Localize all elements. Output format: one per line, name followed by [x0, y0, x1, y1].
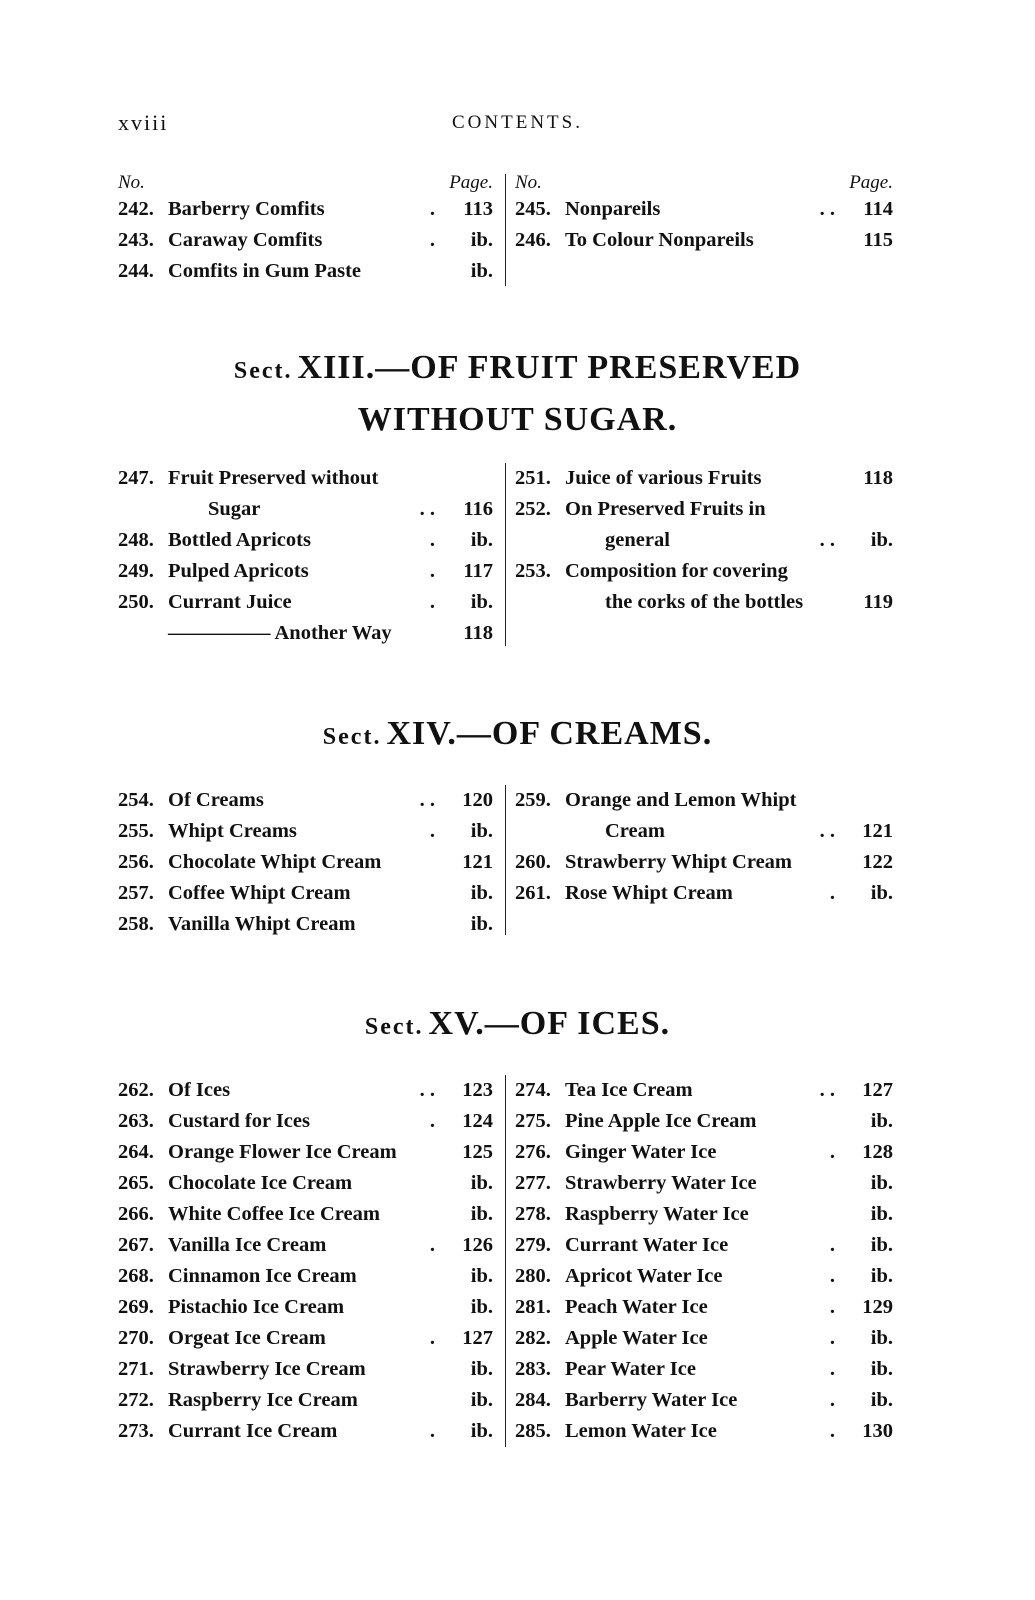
entry-number: 251. — [515, 467, 551, 489]
toc-entry — [515, 1292, 893, 1323]
entry-title: White Coffee Ice Cream — [168, 1203, 380, 1225]
toc-entry — [118, 1137, 493, 1168]
toc-entry — [118, 525, 493, 556]
toc-entry — [515, 1323, 893, 1354]
toc-entry — [118, 556, 493, 587]
toc-column-left — [118, 463, 493, 649]
entry-title: Orange and Lemon Whipt — [565, 789, 797, 811]
page-number: 123 — [462, 1079, 493, 1101]
section-heading-xiii — [0, 345, 1035, 443]
entry-number: 280. — [515, 1265, 551, 1287]
entry-title: Strawberry Whipt Cream — [565, 851, 792, 873]
entry-number: 266. — [118, 1203, 154, 1225]
leader-dots: . . — [819, 820, 835, 842]
entry-number: 244. — [118, 260, 154, 282]
page-number: ib. — [470, 529, 493, 551]
entry-title: Strawberry Ice Cream — [168, 1358, 366, 1380]
page-number: 113 — [463, 198, 493, 220]
entry-number: 259. — [515, 789, 551, 811]
leader-dots: . — [429, 560, 435, 582]
entry-number: 252. — [515, 498, 551, 520]
section-title: XV.—OF ICES. — [428, 1005, 671, 1042]
page-number: 124 — [462, 1110, 493, 1132]
page-number: ib. — [470, 260, 493, 282]
sect-prefix: Sect. — [233, 358, 293, 384]
running-title: CONTENTS. — [452, 112, 583, 133]
page-number: ib. — [870, 882, 893, 904]
toc-entry — [118, 1385, 493, 1416]
toc-entry — [515, 463, 893, 494]
entry-number: 258. — [118, 913, 154, 935]
page-number: ib. — [470, 1358, 493, 1380]
toc-entry — [118, 1354, 493, 1385]
toc-entry — [515, 878, 893, 909]
entry-title: Cinnamon Ice Cream — [168, 1265, 357, 1287]
entry-title: Sugar — [208, 498, 261, 520]
leader-dots: . — [829, 1327, 835, 1349]
toc-entry — [118, 225, 493, 256]
toc-column-right — [515, 172, 893, 256]
leader-dots: . — [829, 1141, 835, 1163]
toc-entry — [118, 1292, 493, 1323]
entry-title: Currant Juice — [168, 591, 292, 613]
entry-title: Pistachio Ice Cream — [168, 1296, 345, 1318]
entry-title: Pulped Apricots — [168, 560, 309, 582]
entry-title: general — [605, 529, 670, 551]
entry-title: Bottled Apricots — [168, 529, 311, 551]
leader-dots: . — [429, 591, 435, 613]
page-number: ib. — [870, 1234, 893, 1256]
toc-entry — [118, 494, 493, 525]
column-header — [118, 172, 493, 194]
toc-list — [515, 194, 893, 256]
entry-number: 271. — [118, 1358, 154, 1380]
toc-entry — [118, 1075, 493, 1106]
sect-prefix: Sect. — [364, 1014, 424, 1040]
leader-dots: . — [829, 1358, 835, 1380]
entry-title: Lemon Water Ice — [565, 1420, 717, 1442]
page-number: ib. — [470, 1296, 493, 1318]
page-number: 118 — [863, 467, 893, 489]
toc-column-right — [515, 1075, 893, 1447]
page-number: 120 — [462, 789, 493, 811]
entry-number: 249. — [118, 560, 154, 582]
entry-title: Strawberry Water Ice — [565, 1172, 757, 1194]
entry-number: 283. — [515, 1358, 551, 1380]
toc-entry — [515, 587, 893, 618]
page-number: ib. — [870, 1389, 893, 1411]
entry-number: 285. — [515, 1420, 551, 1442]
toc-entry — [118, 618, 493, 649]
entry-number: 269. — [118, 1296, 154, 1318]
toc-list — [118, 194, 493, 287]
entry-number: 273. — [118, 1420, 154, 1442]
page-number: ib. — [470, 1172, 493, 1194]
leader-dots: . — [829, 882, 835, 904]
page-number: 125 — [462, 1141, 493, 1163]
page-number: ib. — [470, 913, 493, 935]
entry-title: Vanilla Whipt Cream — [168, 913, 356, 935]
toc-entry — [118, 256, 493, 287]
entry-title: Peach Water Ice — [565, 1296, 708, 1318]
page-label: Page. — [449, 172, 493, 193]
page-number: 127 — [862, 1079, 893, 1101]
entry-title: Juice of various Fruits — [565, 467, 762, 489]
entry-title: Of Creams — [168, 789, 264, 811]
entry-title: Chocolate Ice Cream — [168, 1172, 353, 1194]
page-number: ib. — [470, 591, 493, 613]
entry-title: Custard for Ices — [168, 1110, 310, 1132]
entry-title: Ginger Water Ice — [565, 1141, 717, 1163]
entry-number: 264. — [118, 1141, 154, 1163]
page-number: ib. — [470, 1389, 493, 1411]
entry-number: 255. — [118, 820, 154, 842]
page-number: ib. — [470, 820, 493, 842]
page-number: ib. — [470, 1203, 493, 1225]
toc-entry — [515, 1385, 893, 1416]
entry-title: Apricot Water Ice — [565, 1265, 723, 1287]
toc-entry — [515, 847, 893, 878]
section-heading-xv — [0, 1001, 1035, 1053]
leader-dots: . — [429, 1327, 435, 1349]
entry-number: 257. — [118, 882, 154, 904]
page-number: ib. — [870, 1172, 893, 1194]
page-number: 116 — [463, 498, 493, 520]
entry-title: Cream — [605, 820, 665, 842]
page-number: 121 — [462, 851, 493, 873]
toc-column-left — [118, 172, 493, 287]
entry-number: 278. — [515, 1203, 551, 1225]
entry-number: 246. — [515, 229, 551, 251]
column-divider — [505, 463, 506, 646]
entry-title: Fruit Preserved without — [168, 467, 379, 489]
toc-column-right — [515, 463, 893, 618]
entry-number: 279. — [515, 1234, 551, 1256]
page-number: 127 — [462, 1327, 493, 1349]
page-number: ib. — [470, 229, 493, 251]
toc-entry — [515, 1354, 893, 1385]
toc-entry — [515, 816, 893, 847]
section-heading-xiv — [0, 711, 1035, 763]
page-number: 129 — [862, 1296, 893, 1318]
leader-dots: . — [429, 198, 435, 220]
entry-number: 262. — [118, 1079, 154, 1101]
section-heading-line — [0, 345, 1035, 397]
entry-title: Apple Water Ice — [565, 1327, 708, 1349]
toc-entry — [515, 1137, 893, 1168]
toc-entry — [118, 847, 493, 878]
entry-number: 272. — [118, 1389, 154, 1411]
toc-entry — [515, 1199, 893, 1230]
toc-entry — [118, 816, 493, 847]
toc-entry — [118, 878, 493, 909]
page-number: 122 — [862, 851, 893, 873]
entry-title: Nonpareils — [565, 198, 661, 220]
column-header — [515, 172, 893, 194]
leader-dots: . — [429, 229, 435, 251]
no-label: No. — [118, 172, 145, 193]
entry-number: 261. — [515, 882, 551, 904]
column-divider — [505, 174, 506, 286]
leader-dots: . — [429, 1420, 435, 1442]
page-number: 130 — [862, 1420, 893, 1442]
toc-entry — [515, 225, 893, 256]
toc-entry — [515, 1261, 893, 1292]
entry-number: 248. — [118, 529, 154, 551]
entry-number: 282. — [515, 1327, 551, 1349]
toc-entry — [515, 1230, 893, 1261]
toc-entry — [515, 1106, 893, 1137]
toc-entry — [118, 463, 493, 494]
entry-number: 265. — [118, 1172, 154, 1194]
leader-dots: . . — [419, 498, 435, 520]
toc-entry — [515, 1168, 893, 1199]
entry-number: 284. — [515, 1389, 551, 1411]
entry-number: 277. — [515, 1172, 551, 1194]
page-number: ib. — [470, 1265, 493, 1287]
leader-dots: . — [829, 1420, 835, 1442]
toc-entry — [515, 525, 893, 556]
entry-title: Rose Whipt Cream — [565, 882, 733, 904]
entry-number: 260. — [515, 851, 551, 873]
section-title: XIV.—OF CREAMS. — [386, 715, 713, 752]
entry-title: Tea Ice Cream — [565, 1079, 693, 1101]
page-number: ib. — [470, 1420, 493, 1442]
toc-entry — [118, 1261, 493, 1292]
entry-number: 250. — [118, 591, 154, 613]
page-number: 128 — [862, 1141, 893, 1163]
page-number: ib. — [870, 1203, 893, 1225]
entry-number: 267. — [118, 1234, 154, 1256]
toc-entry — [118, 1323, 493, 1354]
entry-title: Caraway Comfits — [168, 229, 323, 251]
entry-title: Raspberry Ice Cream — [168, 1389, 358, 1411]
entry-number: 242. — [118, 198, 154, 220]
toc-entry — [515, 1416, 893, 1447]
toc-entry — [118, 909, 493, 940]
entry-title: Raspberry Water Ice — [565, 1203, 749, 1225]
toc-entry — [118, 1230, 493, 1261]
entry-title: Barberry Comfits — [168, 198, 325, 220]
section-title: XIII.—OF FRUIT PRESERVED — [297, 349, 802, 386]
leader-dots: . . — [819, 1079, 835, 1101]
page-number: ib. — [870, 1327, 893, 1349]
toc-column-right — [515, 785, 893, 909]
toc-entry — [118, 1168, 493, 1199]
page-number: 115 — [863, 229, 893, 251]
toc-column-left — [118, 1075, 493, 1447]
page-folio: xviii — [118, 110, 169, 135]
leader-dots: . . — [819, 198, 835, 220]
column-divider — [505, 785, 506, 935]
toc-entry — [515, 1075, 893, 1106]
running-head — [0, 110, 1035, 150]
entry-number: 263. — [118, 1110, 154, 1132]
entry-title: Orange Flower Ice Cream — [168, 1141, 397, 1163]
toc-entry — [515, 785, 893, 816]
toc-entry — [118, 1416, 493, 1447]
toc-entry — [118, 587, 493, 618]
entry-number: 268. — [118, 1265, 154, 1287]
leader-dots: . — [429, 1234, 435, 1256]
entry-number: 256. — [118, 851, 154, 873]
entry-title: ————— Another Way — [168, 622, 392, 644]
entry-number: 245. — [515, 198, 551, 220]
entry-title: On Preserved Fruits in — [565, 498, 766, 520]
entry-title: Barberry Water Ice — [565, 1389, 738, 1411]
leader-dots: . — [829, 1234, 835, 1256]
entry-number: 243. — [118, 229, 154, 251]
entry-title: Coffee Whipt Cream — [168, 882, 351, 904]
toc-entry — [118, 1199, 493, 1230]
leader-dots: . — [429, 1110, 435, 1132]
toc-entry — [118, 194, 493, 225]
entry-number: 254. — [118, 789, 154, 811]
page-number: ib. — [870, 1110, 893, 1132]
entry-title: Orgeat Ice Cream — [168, 1327, 326, 1349]
page-label: Page. — [849, 172, 893, 193]
leader-dots: . — [829, 1389, 835, 1411]
leader-dots: . — [429, 820, 435, 842]
page-number: ib. — [870, 1265, 893, 1287]
entry-title: Chocolate Whipt Cream — [168, 851, 382, 873]
page-number: 114 — [863, 198, 893, 220]
entry-title: Vanilla Ice Cream — [168, 1234, 327, 1256]
leader-dots: . . — [419, 789, 435, 811]
page-number: 119 — [863, 591, 893, 613]
leader-dots: . — [429, 529, 435, 551]
entry-number: 281. — [515, 1296, 551, 1318]
entry-number: 276. — [515, 1141, 551, 1163]
entry-number: 247. — [118, 467, 154, 489]
page-number: 121 — [862, 820, 893, 842]
page-number: 117 — [463, 560, 493, 582]
page-number: ib. — [470, 882, 493, 904]
leader-dots: . — [829, 1296, 835, 1318]
page-number: ib. — [870, 1358, 893, 1380]
toc-entry — [515, 556, 893, 587]
leader-dots: . . — [819, 529, 835, 551]
page-number: 118 — [463, 622, 493, 644]
toc-entry — [515, 494, 893, 525]
section-title-continued: WITHOUT SUGAR. — [357, 401, 678, 438]
page-number: 126 — [462, 1234, 493, 1256]
toc-entry — [515, 194, 893, 225]
entry-title: Pear Water Ice — [565, 1358, 696, 1380]
entry-title: Whipt Creams — [168, 820, 297, 842]
entry-title: the corks of the bottles — [605, 591, 804, 613]
toc-entry — [118, 785, 493, 816]
toc-entry — [118, 1106, 493, 1137]
entry-number: 275. — [515, 1110, 551, 1132]
entry-title: Currant Ice Cream — [168, 1420, 338, 1442]
entry-title: Pine Apple Ice Cream — [565, 1110, 757, 1132]
entry-number: 270. — [118, 1327, 154, 1349]
entry-number: 274. — [515, 1079, 551, 1101]
leader-dots: . . — [419, 1079, 435, 1101]
toc-column-left — [118, 785, 493, 940]
entry-title: Composition for covering — [565, 560, 788, 582]
entry-title: Currant Water Ice — [565, 1234, 729, 1256]
sect-prefix: Sect. — [322, 724, 382, 750]
entry-title: Of Ices — [168, 1079, 231, 1101]
page-number: ib. — [870, 529, 893, 551]
entry-number: 253. — [515, 560, 551, 582]
entry-title: Comfits in Gum Paste — [168, 260, 362, 282]
leader-dots: . — [829, 1265, 835, 1287]
entry-title: To Colour Nonpareils — [565, 229, 754, 251]
no-label: No. — [515, 172, 542, 193]
column-divider — [505, 1075, 506, 1447]
